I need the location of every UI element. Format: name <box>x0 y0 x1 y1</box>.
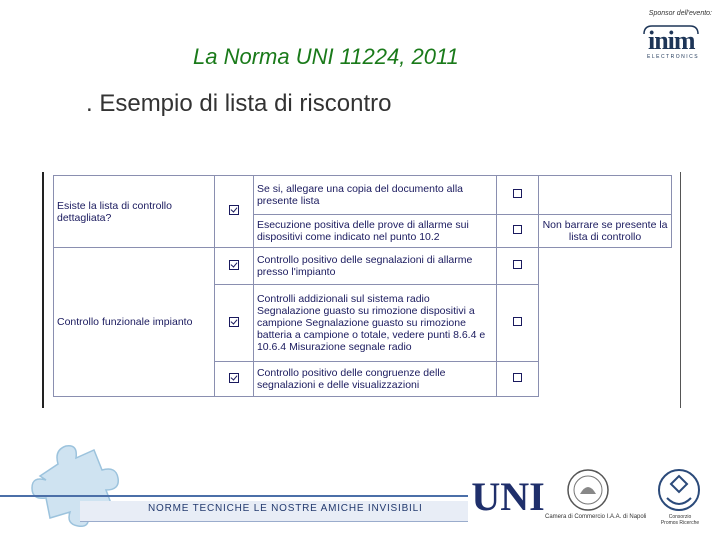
empty-checkbox-icon[interactable] <box>513 260 522 269</box>
checked-box-icon[interactable] <box>229 373 239 383</box>
description-cell: Controlli addizionali sul sistema radio Segnalazione guasto su rimozione dispositivi a campione Segnalazione guasto su rimozione batteria a campione o totale, vedere punti 8.6.4 e 10.6.4 Misurazione segnale radio <box>253 285 496 362</box>
checkbox-cell <box>214 285 253 362</box>
checked-box-icon[interactable] <box>229 260 239 270</box>
empty-checkbox-icon[interactable] <box>513 373 522 382</box>
answer-cell <box>496 176 538 215</box>
footer-slogan: NORME TECNICHE LE NOSTRE AMICHE INVISIBILI <box>148 503 423 514</box>
table-row <box>54 248 672 285</box>
page-title: La Norma UNI 11224, 2011 <box>193 44 459 69</box>
checked-box-icon[interactable] <box>229 205 239 215</box>
page-subtitle: . Esempio di lista di riscontro <box>86 90 392 117</box>
answer-cell <box>496 215 538 248</box>
uni-logo <box>471 470 545 522</box>
sponsor-label: Sponsor dell'evento: <box>648 10 712 17</box>
left-divider <box>42 172 44 408</box>
uni-logo-text: UNI <box>471 474 545 519</box>
empty-checkbox-icon[interactable] <box>513 317 522 326</box>
chamber-of-commerce-seal-icon <box>566 468 610 512</box>
checked-box-icon[interactable] <box>229 317 239 327</box>
empty-checkbox-icon[interactable] <box>513 225 522 234</box>
question-cell: Esiste la lista di controllo dettagliata? <box>54 176 215 248</box>
description-cell: Controllo positivo delle segnalazioni di allarme presso l'impianto <box>253 248 496 285</box>
checkbox-cell <box>214 176 253 248</box>
answer-cell <box>496 285 538 362</box>
note-cell <box>539 248 672 397</box>
question-cell: Controllo funzionale impianto <box>54 248 215 397</box>
checkbox-cell <box>214 248 253 285</box>
note-cell <box>539 176 672 215</box>
right-divider <box>680 172 681 408</box>
promos-ricerche-logo-icon <box>655 466 703 514</box>
answer-cell <box>496 248 538 285</box>
description-cell: Controllo positivo delle congruenze delle segnalazioni e delle visualizzazioni <box>253 362 496 397</box>
checklist-table <box>53 175 672 397</box>
promos-ricerche-label: Consorzio Promos Ricerche <box>660 514 700 526</box>
inim-logo-sub: ELECTRONICS <box>647 54 700 60</box>
answer-cell <box>496 362 538 397</box>
description-cell: Esecuzione positiva delle prove di allarme sui dispositivi come indicato nel punto 10.2 <box>253 215 496 248</box>
checkbox-cell <box>214 362 253 397</box>
chamber-of-commerce-label: Camera di Commercio I.A.A. di Napoli <box>545 514 647 520</box>
empty-checkbox-icon[interactable] <box>513 189 522 198</box>
description-cell: Se si, allegare una copia del documento alla presente lista <box>253 176 496 215</box>
table-row <box>54 176 672 215</box>
note-cell: Non barrare se presente la lista di controllo <box>539 215 672 248</box>
inim-logo-word: inim <box>648 26 695 55</box>
